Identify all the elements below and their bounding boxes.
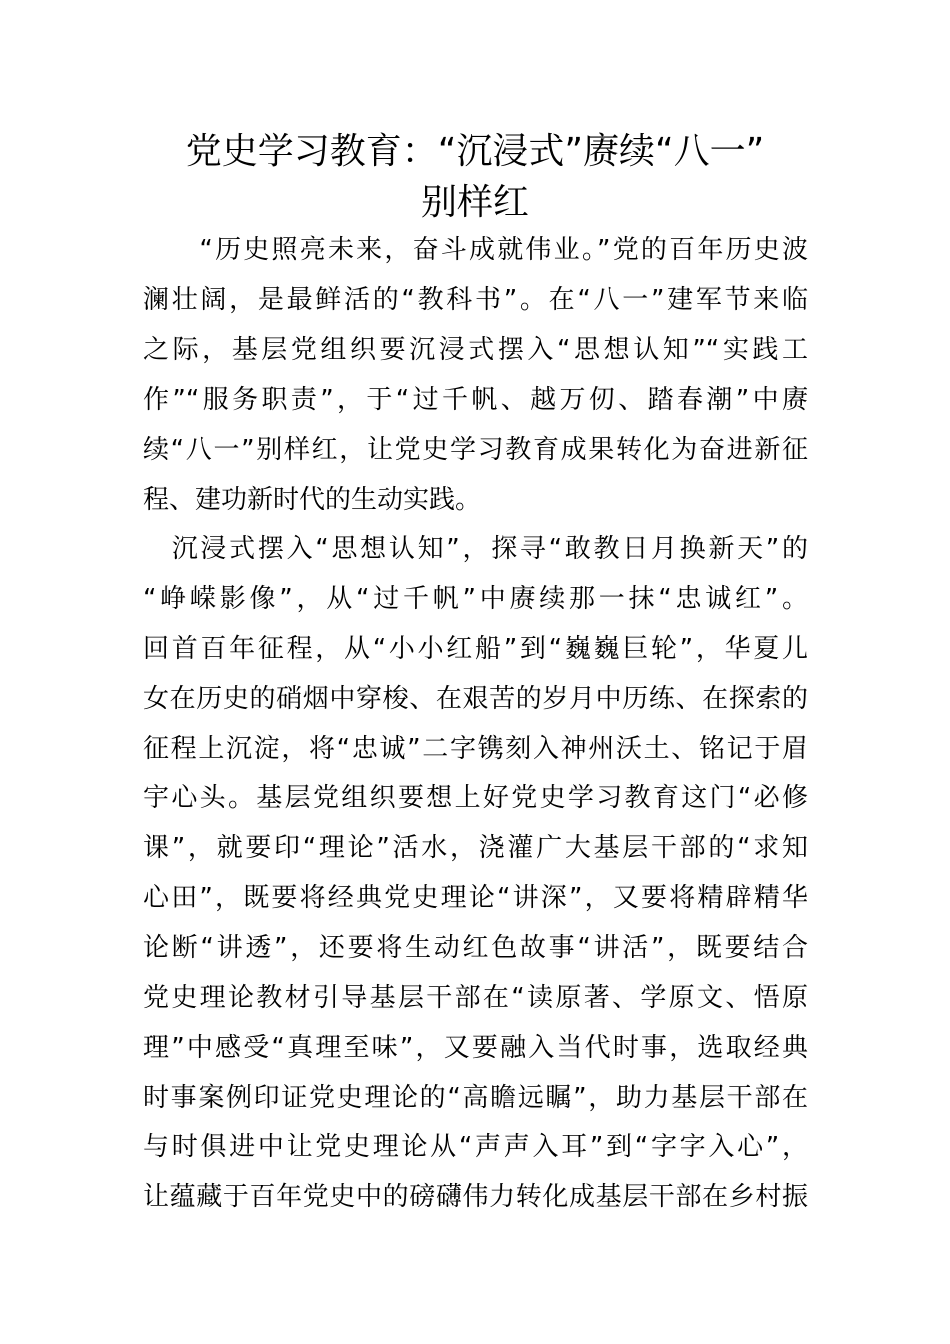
paragraph-line: 心田”，既要将经典党史理论“讲深”，又要将精辟精华 [143,883,808,913]
paragraph-line: 女在历史的硝烟中穿梭、在艰苦的岁月中历练、在探索的 [143,684,808,714]
paragraph-line: 党史理论教材引导基层干部在“读原著、学原文、悟原 [143,983,808,1013]
paragraph-line: 论断“讲透”，还要将生动红色故事“讲活”，既要结合 [143,933,808,963]
paragraph-line: 课”，就要印“理论”活水，浇灌广大基层干部的“求知 [143,833,808,863]
paragraph-line: 与时俱进中让党史理论从“声声入耳”到“字字入心”， [143,1132,808,1162]
paragraph-line: 宇心头。基层党组织要想上好党史学习教育这门“必修 [143,783,808,813]
paragraph-line: 时事案例印证党史理论的“高瞻远瞩”，助力基层干部在 [143,1083,808,1113]
paragraph-line: 作”“服务职责”，于“过千帆、越万仞、踏春潮”中赓 [143,385,808,415]
paragraph-line: 回首百年征程，从“小小红船”到“巍巍巨轮”，华夏儿 [143,634,808,664]
paragraph-line: “历史照亮未来，奋斗成就伟业。”党的百年历史波 [143,235,808,265]
paragraph-line: 理”中感受“真理至味”，又要融入当代时事，选取经典 [143,1033,808,1063]
paragraph-line: 之际，基层党组织要沉浸式摆入“思想认知”“实践工 [143,335,808,365]
document-title-line-2: 别样红 [420,182,529,223]
paragraph-line: 沉浸式摆入“思想认知”，探寻“敢教日月换新天”的 [143,534,808,564]
paragraph-line: 征程上沉淀，将“忠诚”二字镌刻入神州沃土、铭记于眉 [143,734,808,764]
paragraph-line: 续“八一”别样红，让党史学习教育成果转化为奋进新征 [143,435,808,465]
paragraph-line: 澜壮阔，是最鲜活的“教科书”。在“八一”建军节来临 [143,285,808,315]
document-title-line-1: 党史学习教育：“沉浸式”赓续“八一” [185,131,765,172]
paragraph-line: 让蕴藏于百年党史中的磅礴伟力转化成基层干部在乡村振 [143,1182,808,1212]
paragraph-line: “峥嵘影像”，从“过千帆”中赓续那一抹“忠诚红”。 [143,584,808,614]
paragraph-line: 程、建功新时代的生动实践。 [143,485,482,515]
